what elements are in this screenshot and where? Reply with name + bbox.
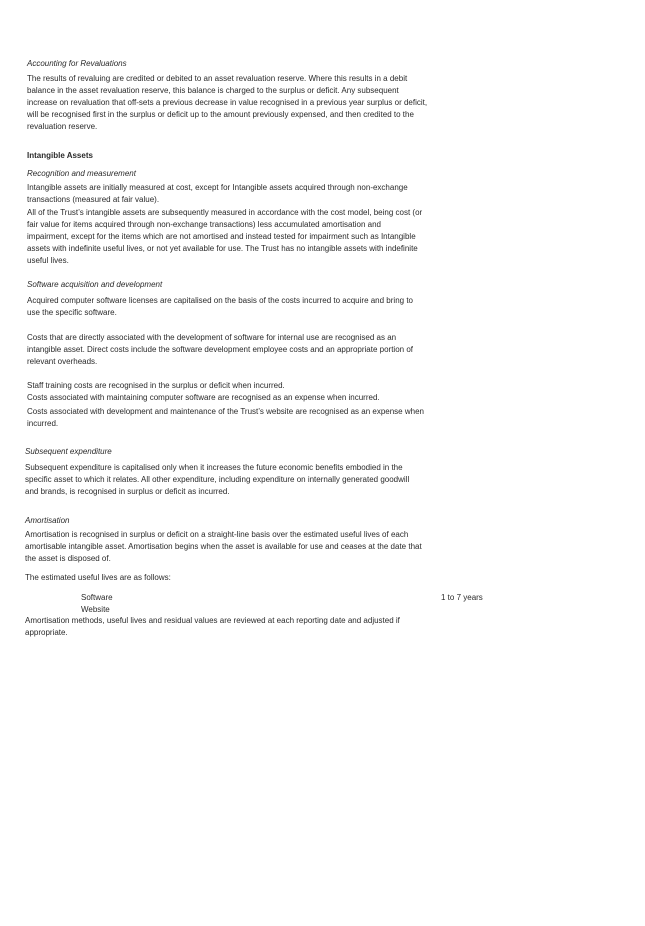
text-line: Subsequent expenditure is capitalised only when it increases the future economic benefits embodied in the — [25, 463, 403, 472]
software-paragraph-1 — [27, 295, 447, 319]
text-line: Staff training costs are recognised in the surplus or deficit when incurred. — [27, 381, 285, 390]
text-line: appropriate. — [25, 628, 68, 637]
software-paragraph-2 — [27, 332, 447, 368]
text-line: fair value for items acquired through non-exchange transactions) less accumulated amortisation and — [27, 220, 381, 229]
text-line: Amortisation is recognised in surplus or deficit on a straight-line basis over the estimated useful lives of each — [25, 530, 409, 539]
amortisation-closing-paragraph — [25, 615, 445, 639]
text-line: use the specific software. — [27, 308, 117, 317]
text-line: Intangible assets are initially measured at cost, except for Intangible assets acquired through non-exchange — [27, 183, 408, 192]
recognition-paragraph-1 — [27, 182, 447, 206]
text-line: impairment, except for the items which are not amortised and instead tested for impairment such as Intangible — [27, 232, 416, 241]
text-line: incurred. — [27, 419, 59, 428]
text-line: intangible asset. Direct costs include the software development employee costs and an appropriate portion of — [27, 345, 413, 354]
recognition-paragraph-2 — [27, 207, 447, 267]
text-line: balance in the asset revaluation reserve, this balance is charged to the surplus or deficit. Any subsequent — [27, 86, 399, 95]
revaluations-heading: Accounting for Revaluations — [27, 59, 127, 68]
software-heading: Software acquisition and development — [27, 280, 163, 289]
text-line: Costs associated with maintaining computer software are recognised as an expense when incurred. — [27, 393, 380, 402]
amortisation-paragraph — [25, 529, 445, 565]
text-line: relevant overheads. — [27, 357, 98, 366]
text-line: increase on revaluation that off-sets a previous decrease in value recognised in a previous year surplus or deficit, — [27, 98, 428, 107]
intangible-assets-heading: Intangible Assets — [27, 151, 93, 160]
useful-life-item: Software — [81, 593, 113, 602]
text-line: useful lives. — [27, 256, 69, 265]
text-line: specific asset to which it relates. All other expenditure, including expenditure on internally generated goodwill — [25, 475, 410, 484]
text-line: transactions (measured at fair value). — [27, 195, 160, 204]
text-line: assets with indefinite useful lives, or not yet available for use. The Trust has no intangible assets with indefinite — [27, 244, 418, 253]
text-line: Acquired computer software licenses are capitalised on the basis of the costs incurred to acquire and bring to — [27, 296, 413, 305]
subsequent-expenditure-heading: Subsequent expenditure — [25, 447, 112, 456]
text-line: Costs that are directly associated with the development of software for internal use are recognised as an — [27, 333, 397, 342]
text-line: The results of revaluing are credited or debited to an asset revaluation reserve. Where this results in a debit — [27, 74, 408, 83]
useful-life-value: 1 to 7 years — [441, 593, 483, 602]
software-paragraph-4 — [27, 406, 447, 430]
text-line: All of the Trust’s intangible assets are subsequently measured in accordance with the cost model, being cost (or — [27, 208, 423, 217]
text-line: will be recognised first in the surplus or deficit up to the amount previously expensed, and then credited to the — [27, 110, 414, 119]
subsequent-expenditure-paragraph — [25, 462, 445, 498]
text-line: and brands, is recognised in surplus or deficit as incurred. — [25, 487, 230, 496]
text-line: Amortisation methods, useful lives and residual values are reviewed at each reporting date and adjusted if — [25, 616, 400, 625]
useful-life-item: Website — [81, 605, 110, 614]
text-line: amortisable intangible asset. Amortisation begins when the asset is available for use and ceases at the date that — [25, 542, 422, 551]
recognition-heading: Recognition and measurement — [27, 169, 136, 178]
revaluations-paragraph — [27, 73, 447, 133]
amortisation-heading: Amortisation — [25, 516, 70, 525]
text-line: Costs associated with development and maintenance of the Trust’s website are recognised as an expense when — [27, 407, 424, 416]
useful-lives-intro: The estimated useful lives are as follows: — [25, 573, 171, 582]
text-line: revaluation reserve. — [27, 122, 98, 131]
software-paragraph-3 — [27, 380, 447, 404]
text-line: the asset is disposed of. — [25, 554, 111, 563]
